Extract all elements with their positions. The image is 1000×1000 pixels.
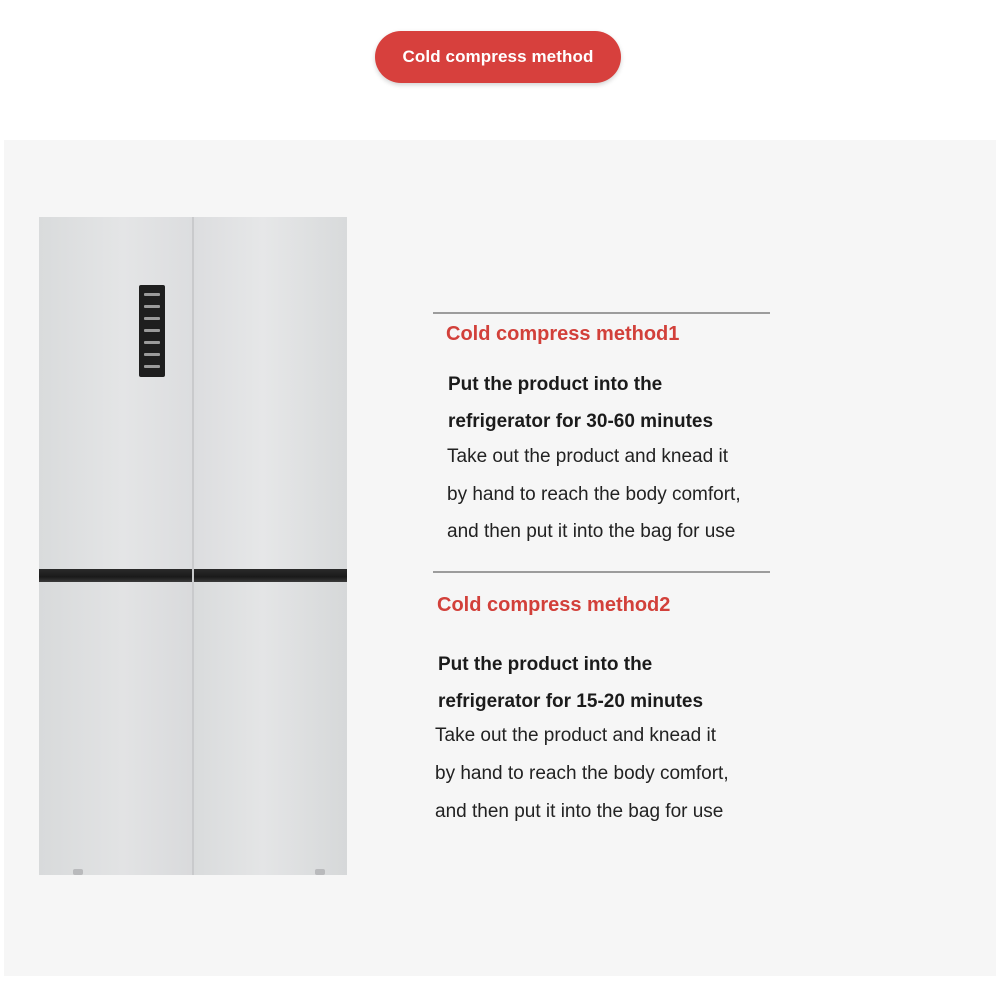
- method1-line-3: and then put it into the bag for use: [447, 521, 736, 542]
- method2-bold-line-2: refrigerator for 15-20 minutes: [438, 691, 704, 712]
- refrigerator-image: [39, 217, 347, 875]
- method2-line-1: Take out the product and knead it: [435, 725, 716, 746]
- fridge-handle-right: [194, 569, 347, 582]
- fridge-control-display: [139, 285, 165, 377]
- divider-top: [433, 312, 770, 314]
- method2-line-2: by hand to reach the body comfort,: [435, 763, 729, 784]
- fridge-door-seam: [192, 217, 194, 875]
- fridge-door-top-right: [194, 217, 347, 569]
- method1-bold-line-1: Put the product into the: [448, 374, 663, 395]
- method1-line-2: by hand to reach the body comfort,: [447, 484, 741, 505]
- title-text: Cold compress method: [402, 47, 594, 66]
- method2-heading: Cold compress method2: [437, 594, 671, 616]
- method2-line-3: and then put it into the bag for use: [435, 801, 724, 822]
- title-badge: [375, 31, 621, 83]
- fridge-door-top-left: [39, 217, 192, 569]
- fridge-foot-left: [73, 869, 83, 875]
- fridge-handle-left: [39, 569, 192, 582]
- method1-line-1: Take out the product and knead it: [447, 446, 728, 467]
- divider-middle: [433, 571, 770, 573]
- fridge-foot-right: [315, 869, 325, 875]
- fridge-door-bottom-left: [39, 582, 192, 875]
- method1-heading: Cold compress method1: [446, 323, 680, 345]
- fridge-door-bottom-right: [194, 582, 347, 875]
- method2-bold-line-1: Put the product into the: [438, 654, 653, 675]
- method1-bold-line-2: refrigerator for 30-60 minutes: [448, 411, 714, 432]
